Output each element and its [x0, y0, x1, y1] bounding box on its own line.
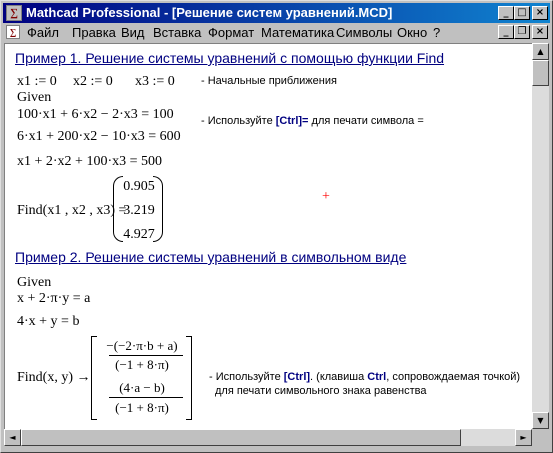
menu-bar — [3, 23, 550, 42]
r1-numerator: −(−2·π·b + a) — [106, 338, 178, 353]
menu-window[interactable]: Окно — [397, 25, 428, 40]
note-key: [Ctrl]= — [275, 115, 309, 127]
note2-key-ctrl: Ctrl — [367, 371, 387, 383]
result-x1: 0.905 — [123, 179, 155, 194]
ctrl-equals-note[interactable] — [201, 115, 424, 127]
menu-edit[interactable]: Правка — [72, 25, 116, 40]
note2-key: [Ctrl] — [283, 371, 311, 383]
result-x3: 4.927 — [123, 227, 155, 242]
ctrl-dot-note-line2: для печати символьного знака равенства — [215, 385, 427, 397]
equation-1[interactable]: 100·x1 + 6·x2 − 2·x3 = 100 — [17, 107, 174, 122]
close-button[interactable]: × — [532, 6, 548, 20]
r2-denominator: (−1 + 8·π) — [115, 400, 169, 415]
menu-file[interactable]: Файл — [27, 25, 59, 40]
worksheet[interactable] — [4, 43, 532, 429]
symbolic-equation-1[interactable]: x + 2·π·y = a — [17, 291, 91, 306]
r1-fraction-bar — [109, 355, 183, 356]
title-bar[interactable] — [3, 3, 550, 23]
menu-view[interactable]: Вид — [121, 25, 145, 40]
equation-3[interactable]: x1 + 2·x2 + 100·x3 = 500 — [17, 154, 163, 169]
equation-2[interactable]: 6·x1 + 200·x2 − 10·x3 = 600 — [17, 129, 181, 144]
find-call-1[interactable]: Find(x1 , x2 , x3) = — [17, 203, 127, 218]
init-x2[interactable]: x2 := 0 — [73, 74, 113, 89]
find-call-2[interactable]: Find(x, y) → — [17, 370, 91, 385]
mathcad-icon[interactable]: ∑ — [6, 5, 22, 21]
example1-heading: Пример 1. Решение системы уравнений с помощью функции Find — [15, 50, 445, 66]
r1-denominator: (−1 + 8·π) — [115, 357, 169, 372]
init-x3[interactable]: x3 := 0 — [135, 74, 175, 89]
matrix-right-bracket — [186, 336, 192, 420]
menu-insert[interactable]: Вставка — [153, 25, 202, 40]
doc-close-button[interactable]: × — [532, 25, 548, 39]
minimize-button[interactable]: _ — [498, 6, 514, 20]
doc-restore-button[interactable]: ❐ — [514, 25, 530, 39]
result-x2: 3.219 — [123, 203, 155, 218]
horizontal-scroll-thumb[interactable] — [21, 429, 461, 446]
maximize-button[interactable]: □ — [514, 6, 530, 20]
crosshair-cursor: + — [322, 189, 330, 204]
scroll-up-icon[interactable]: ▲ — [532, 43, 549, 60]
note2-suffix: , сопровождаемая точкой) — [386, 371, 521, 383]
example2-heading: Пример 2. Решение системы уравнений в символьном виде — [15, 249, 407, 265]
scroll-right-icon[interactable]: ► — [515, 429, 532, 446]
doc-minimize-button[interactable]: _ — [498, 25, 514, 39]
scroll-left-icon[interactable]: ◄ — [4, 429, 21, 446]
vertical-scrollbar[interactable] — [532, 43, 549, 429]
r2-fraction-bar — [109, 397, 183, 398]
vertical-scroll-thumb[interactable] — [532, 60, 549, 86]
init-x1[interactable]: x1 := 0 — [17, 74, 57, 89]
ctrl-dot-note[interactable] — [209, 371, 520, 383]
note2-mid: . (клавиша — [310, 371, 368, 383]
window-title: Mathcad Professional - [Решение систем уравнений.MCD] — [26, 5, 393, 20]
scrollbar-corner — [532, 429, 549, 446]
init-note[interactable]: - Начальные приближения — [201, 75, 337, 87]
note-suffix: для печати символа = — [308, 115, 424, 127]
symbolic-equation-2[interactable]: 4·x + y = b — [17, 314, 80, 329]
menu-symbolic[interactable]: Символы — [336, 25, 393, 40]
r2-numerator: (4·a − b) — [119, 380, 165, 395]
given-2[interactable]: Given — [17, 275, 52, 290]
given-1[interactable]: Given — [17, 90, 52, 105]
menu-help[interactable]: ? — [433, 25, 441, 40]
document-icon[interactable]: ∑ — [6, 25, 20, 39]
matrix-right-paren — [153, 176, 163, 242]
note-prefix: - Используйте — [201, 115, 276, 127]
menu-math[interactable]: Математика — [261, 25, 335, 40]
menu-format[interactable]: Формат — [208, 25, 255, 40]
horizontal-scrollbar[interactable] — [4, 429, 532, 446]
scroll-down-icon[interactable]: ▼ — [532, 412, 549, 429]
note2-prefix: - Используйте — [209, 371, 284, 383]
